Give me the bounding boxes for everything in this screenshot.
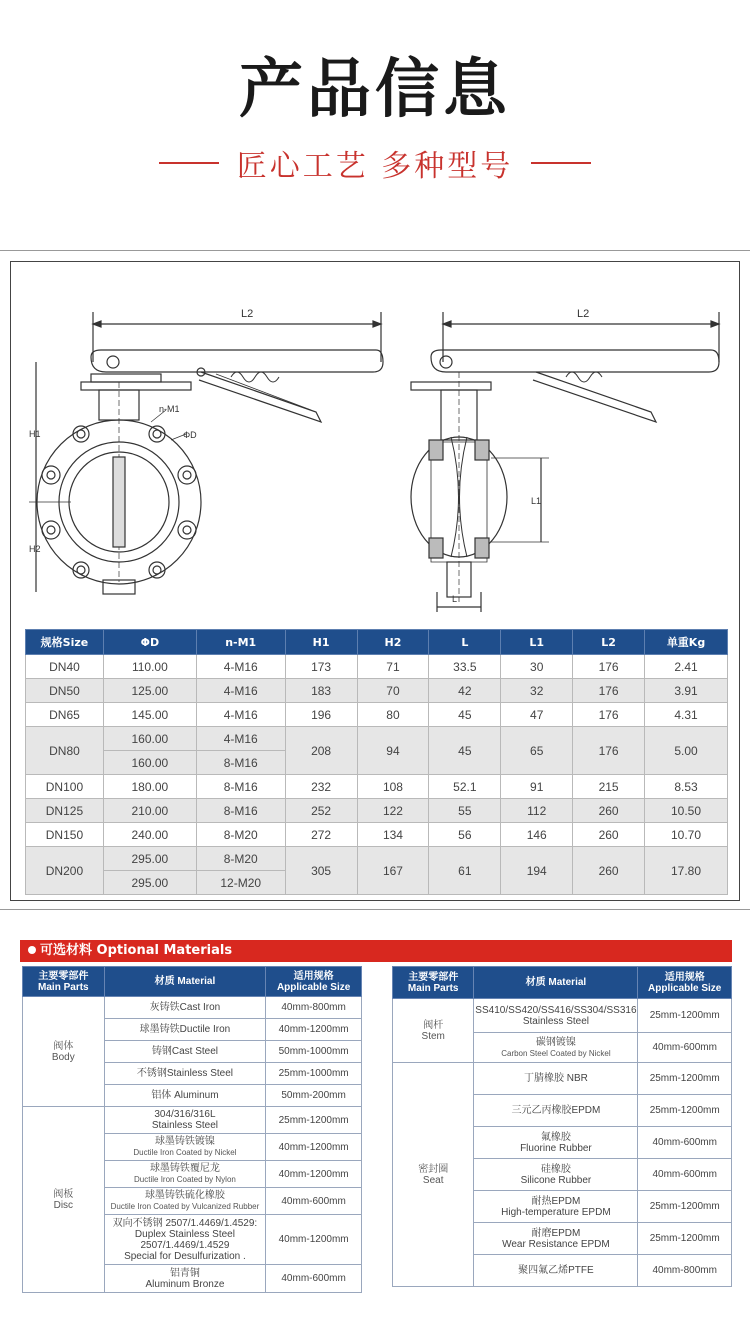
cell-size: DN125 (26, 799, 104, 823)
part-disc-en: Disc (53, 1199, 74, 1211)
cell-material: 丁腈橡胶 NBR (474, 1063, 638, 1095)
cell-h1: 272 (285, 823, 357, 847)
table-row (26, 799, 728, 823)
part-stem-cn: 阀杆 (423, 1019, 444, 1031)
cell-material (104, 1215, 266, 1265)
material-line: Ductile Iron Coated by Vulcanized Rubber (110, 1202, 260, 1211)
cell-size: 40mm-600mm (638, 1033, 732, 1063)
cell-material (474, 1127, 638, 1159)
cell-material: 球墨铸铁Ductile Iron (104, 1019, 266, 1041)
table-row (26, 847, 728, 871)
dim-label-l1: L1 (531, 496, 542, 506)
table-row (26, 775, 728, 799)
cell-l: 52.1 (429, 775, 501, 799)
col-header-l2: L2 (573, 630, 645, 655)
cell-h2: 134 (357, 823, 429, 847)
materials-header-right (393, 967, 732, 999)
cell-h2: 71 (357, 655, 429, 679)
col-header-material: 材质 Material (104, 967, 266, 997)
material-line: Special for Desulfurization . (124, 1250, 246, 1262)
header-size-cn: 适用规格 (293, 970, 334, 982)
cell-d: 180.00 (103, 775, 196, 799)
cell-l1: 30 (501, 655, 573, 679)
cell-l: 61 (429, 847, 501, 895)
material-line: 球墨铸铁镀镍 (154, 1136, 215, 1147)
cell-l1: 194 (501, 847, 573, 895)
cell-d: 125.00 (103, 679, 196, 703)
materials-table-left (22, 966, 362, 1293)
table-row (26, 727, 728, 751)
cell-l1: 65 (501, 727, 573, 775)
cell-l2: 260 (573, 823, 645, 847)
cell-l1: 32 (501, 679, 573, 703)
optional-materials-bar (20, 940, 732, 962)
cell-nm1: 8-M16 (196, 751, 285, 775)
material-line: SS410/SS420/SS416/SS304/SS316 (475, 1004, 637, 1016)
col-header-nm1: n-M1 (196, 630, 285, 655)
cell-d: 145.00 (103, 703, 196, 727)
table-row (26, 703, 728, 727)
cell-size: 40mm-1200mm (266, 1134, 362, 1161)
part-body (23, 997, 105, 1107)
page-subtitle: 匠心工艺 多种型号 (236, 149, 514, 184)
cell-material (104, 1188, 266, 1215)
cell-l2: 260 (573, 847, 645, 895)
cell-h2: 122 (357, 799, 429, 823)
dim-label-l: L (452, 594, 458, 604)
cell-h1: 232 (285, 775, 357, 799)
material-line: Silicone Rubber (520, 1174, 592, 1186)
material-line: 硅橡胶 (540, 1163, 571, 1175)
header-parts-en: Main Parts (38, 981, 89, 993)
col-header-weight: 单重Kg (645, 630, 728, 655)
cell-l: 42 (429, 679, 501, 703)
materials-table-right (392, 966, 732, 1287)
table-row (26, 823, 728, 847)
cell-size: DN40 (26, 655, 104, 679)
cell-size: 40mm-600mm (638, 1127, 732, 1159)
cell-material (104, 1265, 266, 1293)
cell-l2: 215 (573, 775, 645, 799)
cell-h1: 196 (285, 703, 357, 727)
cell-size: 40mm-800mm (266, 997, 362, 1019)
part-seat (393, 1063, 474, 1287)
cell-material: 三元乙丙橡胶EPDM (474, 1095, 638, 1127)
material-line: High-temperature EPDM (501, 1206, 611, 1218)
cell-size: 25mm-1200mm (638, 1223, 732, 1255)
cell-l2: 176 (573, 679, 645, 703)
cell-size: 40mm-600mm (266, 1265, 362, 1293)
material-line: 氟橡胶 (540, 1131, 571, 1143)
cell-size: 50mm-1000mm (266, 1041, 362, 1063)
cell-kg: 4.31 (645, 703, 728, 727)
header-size-cn: 适用规格 (664, 971, 705, 983)
material-line: Wear Resistance EPDM (502, 1238, 610, 1250)
col-header-d: ΦD (103, 630, 196, 655)
dim-label-h2: H2 (29, 544, 41, 554)
cell-l: 55 (429, 799, 501, 823)
cell-kg: 10.50 (645, 799, 728, 823)
cell-material (474, 999, 638, 1033)
cell-l2: 176 (573, 655, 645, 679)
col-header-applicable-size (266, 967, 362, 997)
cell-size: 40mm-600mm (266, 1188, 362, 1215)
cell-material (104, 1134, 266, 1161)
part-stem-en: Stem (421, 1030, 445, 1042)
cell-material: 铸钢Cast Steel (104, 1041, 266, 1063)
cell-d: 160.00 (103, 727, 196, 751)
cell-material (474, 1191, 638, 1223)
dim-label-l2-left: L2 (241, 308, 254, 320)
col-header-h1: H1 (285, 630, 357, 655)
material-line: Stainless Steel (151, 1120, 219, 1131)
part-disc-cn: 阀板 (53, 1188, 74, 1200)
cell-d: 295.00 (103, 847, 196, 871)
table-row (26, 655, 728, 679)
cell-size: 25mm-1200mm (638, 1191, 732, 1223)
cell-size: DN65 (26, 703, 104, 727)
cell-size: DN50 (26, 679, 104, 703)
cell-size: 40mm-800mm (638, 1255, 732, 1287)
cell-h2: 94 (357, 727, 429, 775)
cell-kg: 3.91 (645, 679, 728, 703)
col-header-l1: L1 (501, 630, 573, 655)
cell-d: 110.00 (103, 655, 196, 679)
cell-size: 25mm-1200mm (638, 999, 732, 1033)
cell-h2: 167 (357, 847, 429, 895)
cell-h1: 173 (285, 655, 357, 679)
dim-label-l2-right: L2 (577, 308, 590, 320)
cell-nm1: 8-M16 (196, 799, 285, 823)
col-header-material: 材质 Material (474, 967, 638, 999)
cell-size: 40mm-1200mm (266, 1019, 362, 1041)
cell-d: 295.00 (103, 871, 196, 895)
cell-kg: 2.41 (645, 655, 728, 679)
col-header-parts (23, 967, 105, 997)
material-line: 球墨铸铁覆尼龙 (149, 1163, 220, 1174)
cell-d: 240.00 (103, 823, 196, 847)
col-header-applicable-size (638, 967, 732, 999)
cell-nm1: 8-M20 (196, 847, 285, 871)
cell-l2: 176 (573, 703, 645, 727)
cell-h1: 305 (285, 847, 357, 895)
cell-nm1: 4-M16 (196, 655, 285, 679)
cell-nm1: 4-M16 (196, 679, 285, 703)
cell-nm1: 4-M16 (196, 727, 285, 751)
material-line: 耐热EPDM (531, 1195, 581, 1207)
cell-nm1: 4-M16 (196, 703, 285, 727)
cell-size: DN100 (26, 775, 104, 799)
cell-material (474, 1223, 638, 1255)
cell-nm1: 12-M20 (196, 871, 285, 895)
material-line: Carbon Steel Coated by Nickel (501, 1048, 611, 1058)
cell-material: 铝体 Aluminum (104, 1085, 266, 1107)
material-line: 碳钢镀镍 (535, 1036, 576, 1048)
cell-size: 25mm-1200mm (638, 1095, 732, 1127)
material-line: Fluorine Rubber (520, 1142, 592, 1154)
cell-nm1: 8-M20 (196, 823, 285, 847)
cell-material (474, 1033, 638, 1063)
cell-l1: 146 (501, 823, 573, 847)
material-line: 双向不锈钢 2507/1.4469/1.4529: (112, 1217, 258, 1229)
header-size-en: Applicable Size (648, 982, 722, 994)
header-parts-cn: 主要零部件 (408, 971, 459, 983)
valve-drawing (11, 262, 741, 632)
header-size-en: Applicable Size (276, 981, 351, 993)
cell-material (104, 1107, 266, 1134)
spec-table (25, 629, 728, 895)
cell-h2: 70 (357, 679, 429, 703)
cell-kg: 10.70 (645, 823, 728, 847)
cell-size: DN200 (26, 847, 104, 895)
table-row (393, 1063, 732, 1095)
cell-size: DN80 (26, 727, 104, 775)
cell-l: 45 (429, 703, 501, 727)
cell-material (474, 1159, 638, 1191)
material-line: 铝青铜 (169, 1267, 200, 1279)
material-line: 球墨铸铁硫化橡胶 (144, 1190, 225, 1201)
cell-material: 聚四氟乙烯PTFE (474, 1255, 638, 1287)
subtitle-row (0, 143, 750, 183)
cell-l1: 47 (501, 703, 573, 727)
material-line: Ductile Iron Coated by Nickel (133, 1148, 237, 1157)
cell-material (104, 1161, 266, 1188)
technical-drawing-frame (0, 250, 750, 910)
table-row (26, 679, 728, 703)
cell-material: 不锈钢Stainless Steel (104, 1063, 266, 1085)
cell-h1: 208 (285, 727, 357, 775)
part-seat-cn: 密封圈 (418, 1163, 449, 1175)
material-line: Stainless Steel (522, 1015, 589, 1027)
cell-size: 25mm-1000mm (266, 1063, 362, 1085)
dim-label-phid: ΦD (183, 430, 197, 440)
cell-l1: 91 (501, 775, 573, 799)
material-line: 304/316/316L (154, 1109, 216, 1120)
cell-kg: 5.00 (645, 727, 728, 775)
cell-size: 50mm-200mm (266, 1085, 362, 1107)
cell-material: 灰铸铁Cast Iron (104, 997, 266, 1019)
part-seat-en: Seat (422, 1174, 444, 1186)
material-line: 2507/1.4469/1.4529 (140, 1239, 230, 1251)
optional-materials-title: 可选材料 Optional Materials (40, 943, 233, 958)
material-line: Aluminum Bronze (145, 1278, 225, 1290)
cell-l: 56 (429, 823, 501, 847)
table-row (23, 1107, 362, 1134)
cell-kg: 8.53 (645, 775, 728, 799)
header-parts-en: Main Parts (407, 982, 459, 994)
cell-h2: 108 (357, 775, 429, 799)
cell-l: 45 (429, 727, 501, 775)
col-header-size: 规格Size (26, 630, 104, 655)
cell-d: 160.00 (103, 751, 196, 775)
spec-table-header (26, 630, 728, 655)
table-row (393, 999, 732, 1033)
col-header-h2: H2 (357, 630, 429, 655)
cell-l2: 176 (573, 727, 645, 775)
col-header-l: L (429, 630, 501, 655)
cell-l2: 260 (573, 799, 645, 823)
cell-size: 40mm-1200mm (266, 1215, 362, 1265)
material-line: Ductile Iron Coated by Nylon (134, 1175, 236, 1184)
cell-h2: 80 (357, 703, 429, 727)
divider-line-right (531, 162, 591, 164)
cell-l1: 112 (501, 799, 573, 823)
cell-kg: 17.80 (645, 847, 728, 895)
cell-l: 33.5 (429, 655, 501, 679)
header-parts-cn: 主要零部件 (38, 970, 89, 982)
cell-size: 25mm-1200mm (266, 1107, 362, 1134)
cell-size: 40mm-600mm (638, 1159, 732, 1191)
dim-label-nm1: n-M1 (159, 404, 180, 414)
cell-h1: 252 (285, 799, 357, 823)
page-header (0, 0, 750, 250)
divider-line-left (159, 162, 219, 164)
material-line: Duplex Stainless Steel (134, 1228, 235, 1240)
cell-size: 40mm-1200mm (266, 1161, 362, 1188)
bullet-icon (28, 946, 36, 954)
dim-label-h1: H1 (29, 429, 41, 439)
cell-d: 210.00 (103, 799, 196, 823)
cell-size: 25mm-1200mm (638, 1063, 732, 1095)
col-header-parts (393, 967, 474, 999)
cell-size: DN150 (26, 823, 104, 847)
part-disc (23, 1107, 105, 1293)
material-line: 耐磨EPDM (531, 1227, 581, 1239)
part-body-en: Body (51, 1051, 75, 1063)
cell-nm1: 8-M16 (196, 775, 285, 799)
part-body-cn: 阀体 (53, 1040, 74, 1052)
page-title: 产品信息 (239, 53, 511, 127)
materials-header-left (23, 967, 362, 997)
part-stem (393, 999, 474, 1063)
cell-h1: 183 (285, 679, 357, 703)
table-row (23, 997, 362, 1019)
